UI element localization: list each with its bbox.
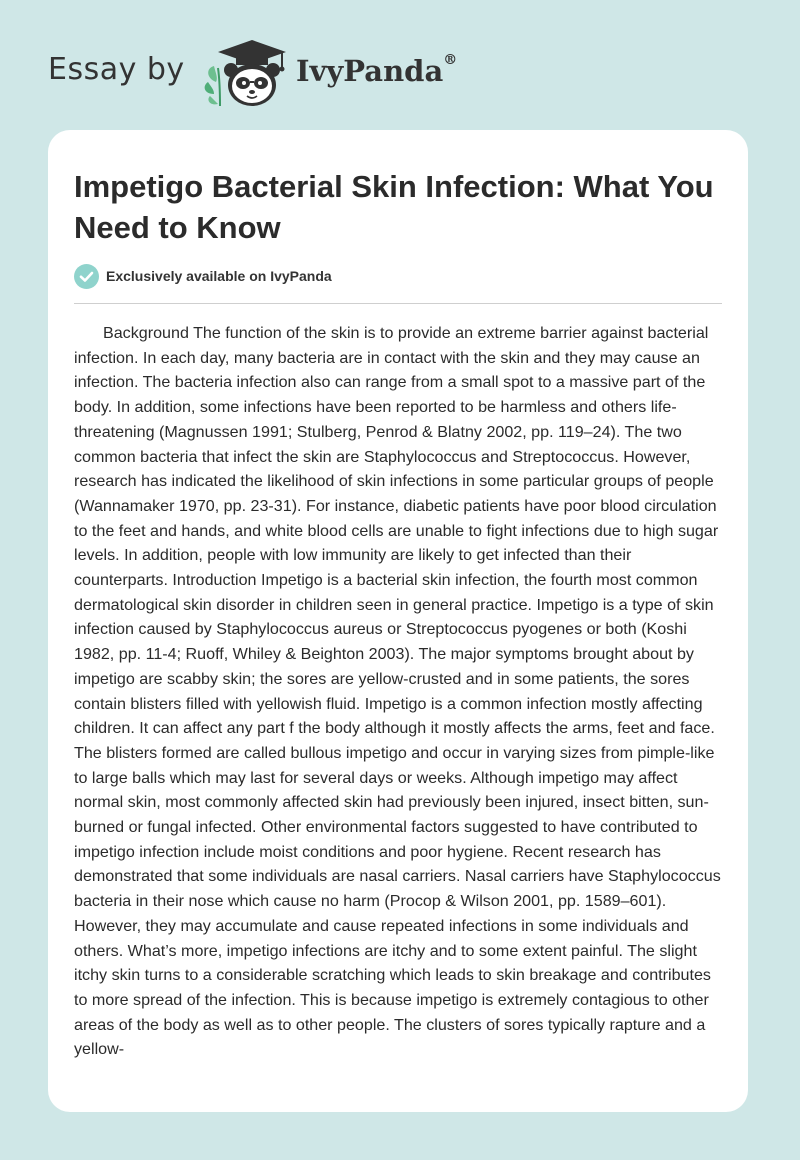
essay-body-text: Background The function of the skin is to provide an extreme barrier against bacterial infection. In each day, many bacteria are in contact with the skin and they may cause an infection. The bacteria infection also can range from a small spot to a massive part of the body. In addition, some infections have been reported to be harmless and others life-threatening (Magnussen 1991; Stulberg, Penrod & Blatny 2002, pp. 119–24). The two common bacteria that infect the skin are Staphylococcus and Streptococcus. However, research has indicated the likelihood of skin infections in some particular groups of people (Wannamaker 1970, pp. 23-31). For instance, diabetic patients have poor blood circulation to the feet and hands, and white blood cells are unable to fight infections due to high sugar levels. In addition, people with low immunity are likely to get infected than their counterparts. Introduction Impetigo is a bacterial skin infection, the fourth most common dermatological skin disorder in children seen in general practice. Impetigo is a type of skin infection caused by Staphylococcus aureus or Streptococcus pyogenes or both (Koshi 1982, pp. 11-4; Ruoff, Whiley & Beighton 2003). The major symptoms brought about by impetigo are scabby skin; the sores are yellow-crusted and in some patients, the sores contain blisters filled with yellowish fluid. Impetigo is a common infection mostly affecting children. It can affect any part f the body although it mostly affects the arms, feet and face. The blisters formed are called bullous impetigo and occur in varying sizes from pimple-like to large balls which may last for several days or weeks. Although impetigo may affect normal skin, most commonly affected skin had previously been injured, insect bitten, sun-burned or fungal infected. Other environmental factors suggested to have contributed to impetigo infection include moist conditions and poor hygiene. Recent research has demonstrated that some individuals are nasal carriers. Nasal carriers have Staphylococcus bacteria in their nose which cause no harm (Procop & Wilson 2001, pp. 1589–601). However, they may accumulate and cause repeated infections in some individuals and others. What’s more, impetigo infections are itchy and to some extent painful. The slight itchy skin turns to a considerable scratching which leads to skin breakage and contributes to more spread of the infection. This is because impetigo is extremely contagious to other areas of the body as well as to other people. The clusters of sores typically rapture and a yellow- [74, 324, 721, 1059]
check-circle-icon [74, 264, 99, 289]
exclusive-badge-label: Exclusively available on IvyPanda [106, 268, 332, 284]
essay-by-label: Essay by [48, 52, 185, 87]
registered-mark: ® [443, 52, 458, 68]
exclusive-badge [74, 263, 332, 289]
brand-name[interactable] [296, 54, 457, 88]
ivypanda-panda-logo-icon[interactable] [202, 38, 290, 108]
brand-name-text: IvyPanda [296, 54, 444, 88]
site-header [48, 38, 508, 108]
essay-card [48, 130, 748, 1112]
divider [74, 303, 722, 304]
page-title: Impetigo Bacterial Skin Infection: What You Need to Know [74, 169, 714, 245]
